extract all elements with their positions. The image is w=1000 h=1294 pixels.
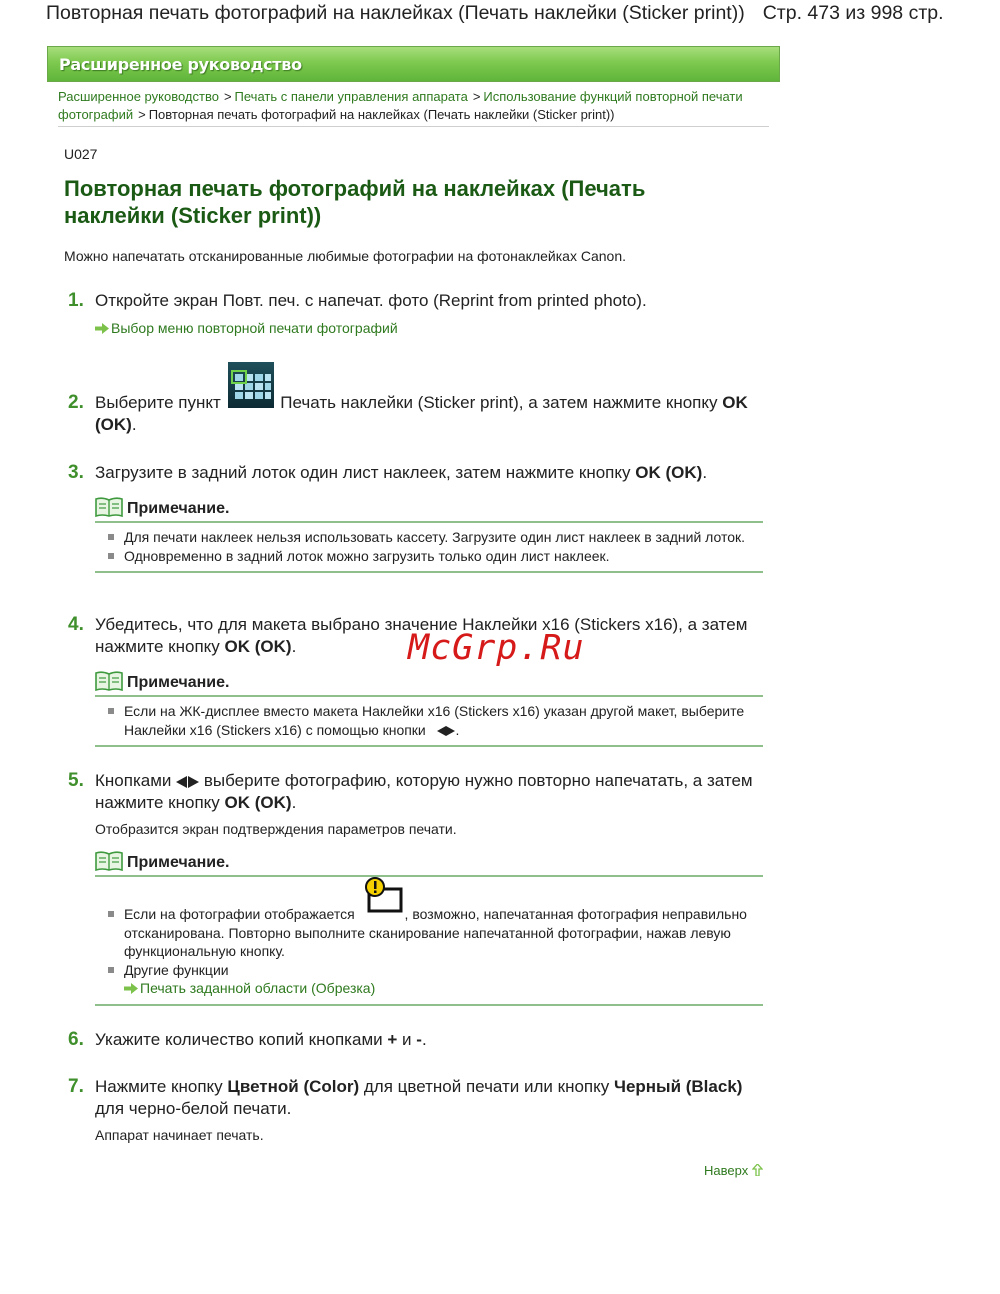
- plus-button-label: +: [387, 1030, 398, 1049]
- step-4: 4. Убедитесь, что для макета выбрано значение Наклейки x16 (Stickers x16), а затем нажмите кнопку OK (OK).: [68, 614, 748, 656]
- left-arrow-icon: [176, 776, 187, 788]
- breadcrumb-link-panel[interactable]: Печать с панели управления аппарата: [234, 89, 468, 104]
- color-button-label: Цветной (Color): [227, 1077, 360, 1096]
- step-number: 4.: [68, 614, 84, 635]
- ok-button-label: OK (OK): [224, 637, 292, 656]
- step-text: выберите фотографию, которую нужно повторно напечатать, а затем нажмите кнопку: [95, 771, 753, 812]
- page-code: U027: [64, 146, 98, 162]
- list-item: Если на фотографии отображается , возможно, напечатанная фотография неправильно отсканирована. Повторно выполните сканирование напечатанной фотографии, нажав левую функциональную кнопку.: [95, 905, 763, 961]
- watermark: McGrp.Ru: [408, 628, 585, 668]
- black-button-label: Черный (Black): [614, 1077, 743, 1096]
- book-icon: [95, 497, 123, 517]
- breadcrumb-separator: >: [472, 89, 481, 104]
- banner-label: Расширенное руководство: [59, 55, 302, 74]
- manual-banner: [47, 46, 780, 82]
- breadcrumb-current: Повторная печать фотографий на наклейках (Печать наклейки (Sticker print)): [148, 107, 615, 122]
- note-box: [95, 851, 763, 1006]
- reprint-menu-link[interactable]: [95, 320, 398, 336]
- step-1: [68, 290, 758, 336]
- step-note: Отобразится экран подтверждения параметров печати.: [95, 821, 457, 837]
- list-item: Другие функции: [95, 961, 763, 980]
- divider: [58, 126, 769, 127]
- step-number: 1.: [68, 290, 84, 311]
- note-label: Примечание.: [127, 500, 230, 517]
- arrow-up-icon: [752, 1164, 763, 1176]
- note-box: [95, 497, 763, 573]
- step-3: 3. Загрузите в задний лоток один лист наклеек, затем нажмите кнопку OK (OK).: [68, 462, 708, 483]
- trimming-print-link[interactable]: [124, 980, 375, 996]
- arrow-right-icon: [124, 983, 138, 994]
- step-text: Кнопками: [95, 771, 172, 790]
- breadcrumb-link-manual[interactable]: Расширенное руководство: [58, 89, 219, 104]
- ok-button-label: OK (OK): [635, 463, 703, 482]
- step-text: Укажите количество копий кнопками: [95, 1030, 383, 1049]
- step-text: Убедитесь, что для макета выбрано значение Наклейки x16 (Stickers x16), а затем нажмите кнопку: [95, 615, 748, 656]
- book-icon: [95, 851, 123, 871]
- arrow-right-icon: [95, 323, 109, 334]
- note-label: Примечание.: [127, 674, 230, 691]
- page-title: Повторная печать фотографий на наклейках (Печать наклейки (Sticker print)): [64, 176, 646, 228]
- sticker-print-icon: [228, 362, 274, 408]
- step-7: 7. Нажмите кнопку Цветной (Color) для цветной печати или кнопку Черный (Black) для черно-белой печати. Аппарат начинает печать.: [68, 1076, 758, 1143]
- page-counter: Стр. 473 из 998 стр.: [762, 2, 944, 24]
- breadcrumb-separator: >: [138, 107, 146, 122]
- intro-text: Можно напечатать отсканированные любимые фотографии на фотонаклейках Canon.: [64, 248, 626, 264]
- note-box: [95, 671, 763, 747]
- back-to-top-link[interactable]: [704, 1163, 763, 1178]
- step-text: Выберите пункт: [95, 393, 221, 412]
- step-text: Откройте экран Повт. печ. с напечат. фото (Reprint from printed photo).: [95, 291, 647, 310]
- step-2: 2. Выберите пункт Печать наклейки (Sticker print), а затем нажмите кнопку OK (OK).: [68, 392, 758, 436]
- step-number: 6.: [68, 1029, 84, 1050]
- step-text: Загрузите в задний лоток один лист наклеек, затем нажмите кнопку: [95, 463, 631, 482]
- note-label: Примечание.: [127, 854, 230, 871]
- link-label: Выбор меню повторной печати фотографий: [111, 320, 398, 336]
- header-title: Повторная печать фотографий на наклейках (Печать наклейки (Sticker print)): [46, 2, 745, 24]
- page-header: [46, 2, 986, 25]
- list-item: Одновременно в задний лоток можно загрузить только один лист наклеек.: [95, 547, 763, 566]
- step-number: 3.: [68, 462, 84, 483]
- step-5: 5. Кнопками выберите фотографию, которую нужно повторно напечатать, а затем нажмите кнопку OK (OK). Отобразится экран подтверждения параметров печати.: [68, 770, 758, 837]
- list-item: Если на ЖК-дисплее вместо макета Наклейки x16 (Stickers x16) указан другой макет, выберите Наклейки x16 (Stickers x16) с помощью кнопки .: [95, 702, 763, 739]
- right-arrow-icon: [188, 776, 199, 788]
- step-text: Печать наклейки (Sticker print), а затем нажмите кнопку: [280, 393, 718, 412]
- breadcrumb: [58, 88, 758, 124]
- minus-button-label: -: [416, 1030, 422, 1049]
- ok-button-label: OK (OK): [95, 393, 748, 434]
- scan-warning-icon: [363, 877, 403, 913]
- list-item: Для печати наклеек нельзя использовать кассету. Загрузите один лист наклеек в задний лоток.: [95, 528, 763, 547]
- left-arrow-icon: [437, 726, 446, 736]
- step-number: 7.: [68, 1076, 84, 1097]
- step-note: Аппарат начинает печать.: [95, 1127, 264, 1143]
- back-to-top-label: Наверх: [704, 1163, 749, 1178]
- breadcrumb-link-reprint[interactable]: Использование функций повторной печати фотографий: [58, 89, 743, 122]
- step-6: 6. Укажите количество копий кнопками + и -.: [68, 1029, 427, 1050]
- breadcrumb-separator: >: [223, 89, 232, 104]
- step-number: 2.: [68, 392, 84, 413]
- step-number: 5.: [68, 770, 84, 791]
- book-icon: [95, 671, 123, 691]
- ok-button-label: OK (OK): [224, 793, 292, 812]
- link-label: Печать заданной области (Обрезка): [140, 980, 376, 996]
